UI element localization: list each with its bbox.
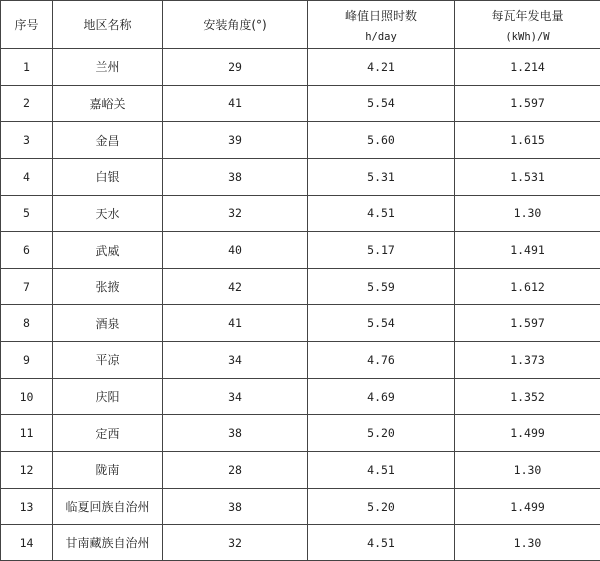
- cell-generation: 1.30: [455, 525, 600, 561]
- cell-generation: 1.612: [455, 268, 600, 305]
- header-angle: 安装角度(°): [163, 1, 308, 49]
- cell-angle: 28: [163, 452, 308, 489]
- cell-index: 2: [1, 85, 53, 122]
- cell-peak-hours: 4.51: [308, 525, 455, 561]
- cell-region: 天水: [53, 195, 163, 232]
- cell-peak-hours: 4.21: [308, 49, 455, 86]
- cell-generation: 1.373: [455, 342, 600, 379]
- cell-region: 张掖: [53, 268, 163, 305]
- table-row: [1, 452, 600, 489]
- cell-angle: 32: [163, 525, 308, 561]
- cell-generation: 1.30: [455, 452, 600, 489]
- table-row: [1, 49, 600, 86]
- header-peak-hours-title: 峰值日照时数: [344, 8, 417, 23]
- cell-peak-hours: 4.69: [308, 378, 455, 415]
- cell-peak-hours: 5.20: [308, 488, 455, 525]
- table-row: [1, 378, 600, 415]
- table-row: [1, 85, 600, 122]
- cell-angle: 38: [163, 158, 308, 195]
- cell-region: 平凉: [53, 342, 163, 379]
- cell-index: 5: [1, 195, 53, 232]
- cell-peak-hours: 5.20: [308, 415, 455, 452]
- cell-generation: 1.491: [455, 232, 600, 269]
- cell-generation: 1.531: [455, 158, 600, 195]
- cell-index: 1: [1, 49, 53, 86]
- table-row: [1, 342, 600, 379]
- cell-angle: 32: [163, 195, 308, 232]
- cell-region: 临夏回族自治州: [53, 488, 163, 525]
- header-generation-unit: (kWh)/W: [505, 30, 550, 43]
- cell-peak-hours: 5.17: [308, 232, 455, 269]
- cell-peak-hours: 5.54: [308, 85, 455, 122]
- cell-generation: 1.597: [455, 305, 600, 342]
- table-body: [1, 49, 600, 561]
- cell-generation: 1.499: [455, 488, 600, 525]
- table-row: [1, 122, 600, 159]
- cell-index: 13: [1, 488, 53, 525]
- cell-index: 14: [1, 525, 53, 561]
- cell-region: 甘南藏族自治州: [53, 525, 163, 561]
- cell-generation: 1.615: [455, 122, 600, 159]
- header-index: 序号: [1, 1, 53, 49]
- cell-generation: 1.499: [455, 415, 600, 452]
- cell-generation: 1.214: [455, 49, 600, 86]
- cell-angle: 34: [163, 378, 308, 415]
- cell-region: 白银: [53, 158, 163, 195]
- cell-index: 7: [1, 268, 53, 305]
- cell-index: 8: [1, 305, 53, 342]
- cell-angle: 42: [163, 268, 308, 305]
- cell-angle: 41: [163, 85, 308, 122]
- cell-generation: 1.352: [455, 378, 600, 415]
- cell-peak-hours: 4.51: [308, 452, 455, 489]
- table-row: [1, 415, 600, 452]
- header-generation: [455, 1, 600, 49]
- cell-angle: 41: [163, 305, 308, 342]
- header-row: [1, 1, 600, 49]
- cell-angle: 38: [163, 488, 308, 525]
- table-row: [1, 195, 600, 232]
- cell-index: 12: [1, 452, 53, 489]
- cell-peak-hours: 5.60: [308, 122, 455, 159]
- table-row: [1, 158, 600, 195]
- cell-index: 4: [1, 158, 53, 195]
- cell-peak-hours: 5.31: [308, 158, 455, 195]
- cell-angle: 34: [163, 342, 308, 379]
- table-row: [1, 488, 600, 525]
- cell-angle: 39: [163, 122, 308, 159]
- cell-region: 庆阳: [53, 378, 163, 415]
- cell-region: 陇南: [53, 452, 163, 489]
- header-peak-hours-unit: h/day: [365, 30, 397, 43]
- header-region: 地区名称: [53, 1, 163, 49]
- cell-peak-hours: 4.51: [308, 195, 455, 232]
- cell-region: 定西: [53, 415, 163, 452]
- cell-peak-hours: 5.54: [308, 305, 455, 342]
- table-row: [1, 232, 600, 269]
- cell-angle: 40: [163, 232, 308, 269]
- cell-index: 9: [1, 342, 53, 379]
- cell-peak-hours: 4.76: [308, 342, 455, 379]
- cell-peak-hours: 5.59: [308, 268, 455, 305]
- cell-index: 10: [1, 378, 53, 415]
- cell-index: 11: [1, 415, 53, 452]
- table-row: [1, 525, 600, 561]
- cell-index: 3: [1, 122, 53, 159]
- cell-generation: 1.597: [455, 85, 600, 122]
- cell-region: 金昌: [53, 122, 163, 159]
- cell-index: 6: [1, 232, 53, 269]
- cell-region: 武威: [53, 232, 163, 269]
- cell-generation: 1.30: [455, 195, 600, 232]
- table-row: [1, 268, 600, 305]
- cell-angle: 38: [163, 415, 308, 452]
- table-row: [1, 305, 600, 342]
- cell-region: 兰州: [53, 49, 163, 86]
- header-generation-title: 每瓦年发电量: [491, 8, 564, 23]
- cell-region: 嘉峪关: [53, 85, 163, 122]
- cell-angle: 29: [163, 49, 308, 86]
- cell-region: 酒泉: [53, 305, 163, 342]
- header-peak-hours: [308, 1, 455, 49]
